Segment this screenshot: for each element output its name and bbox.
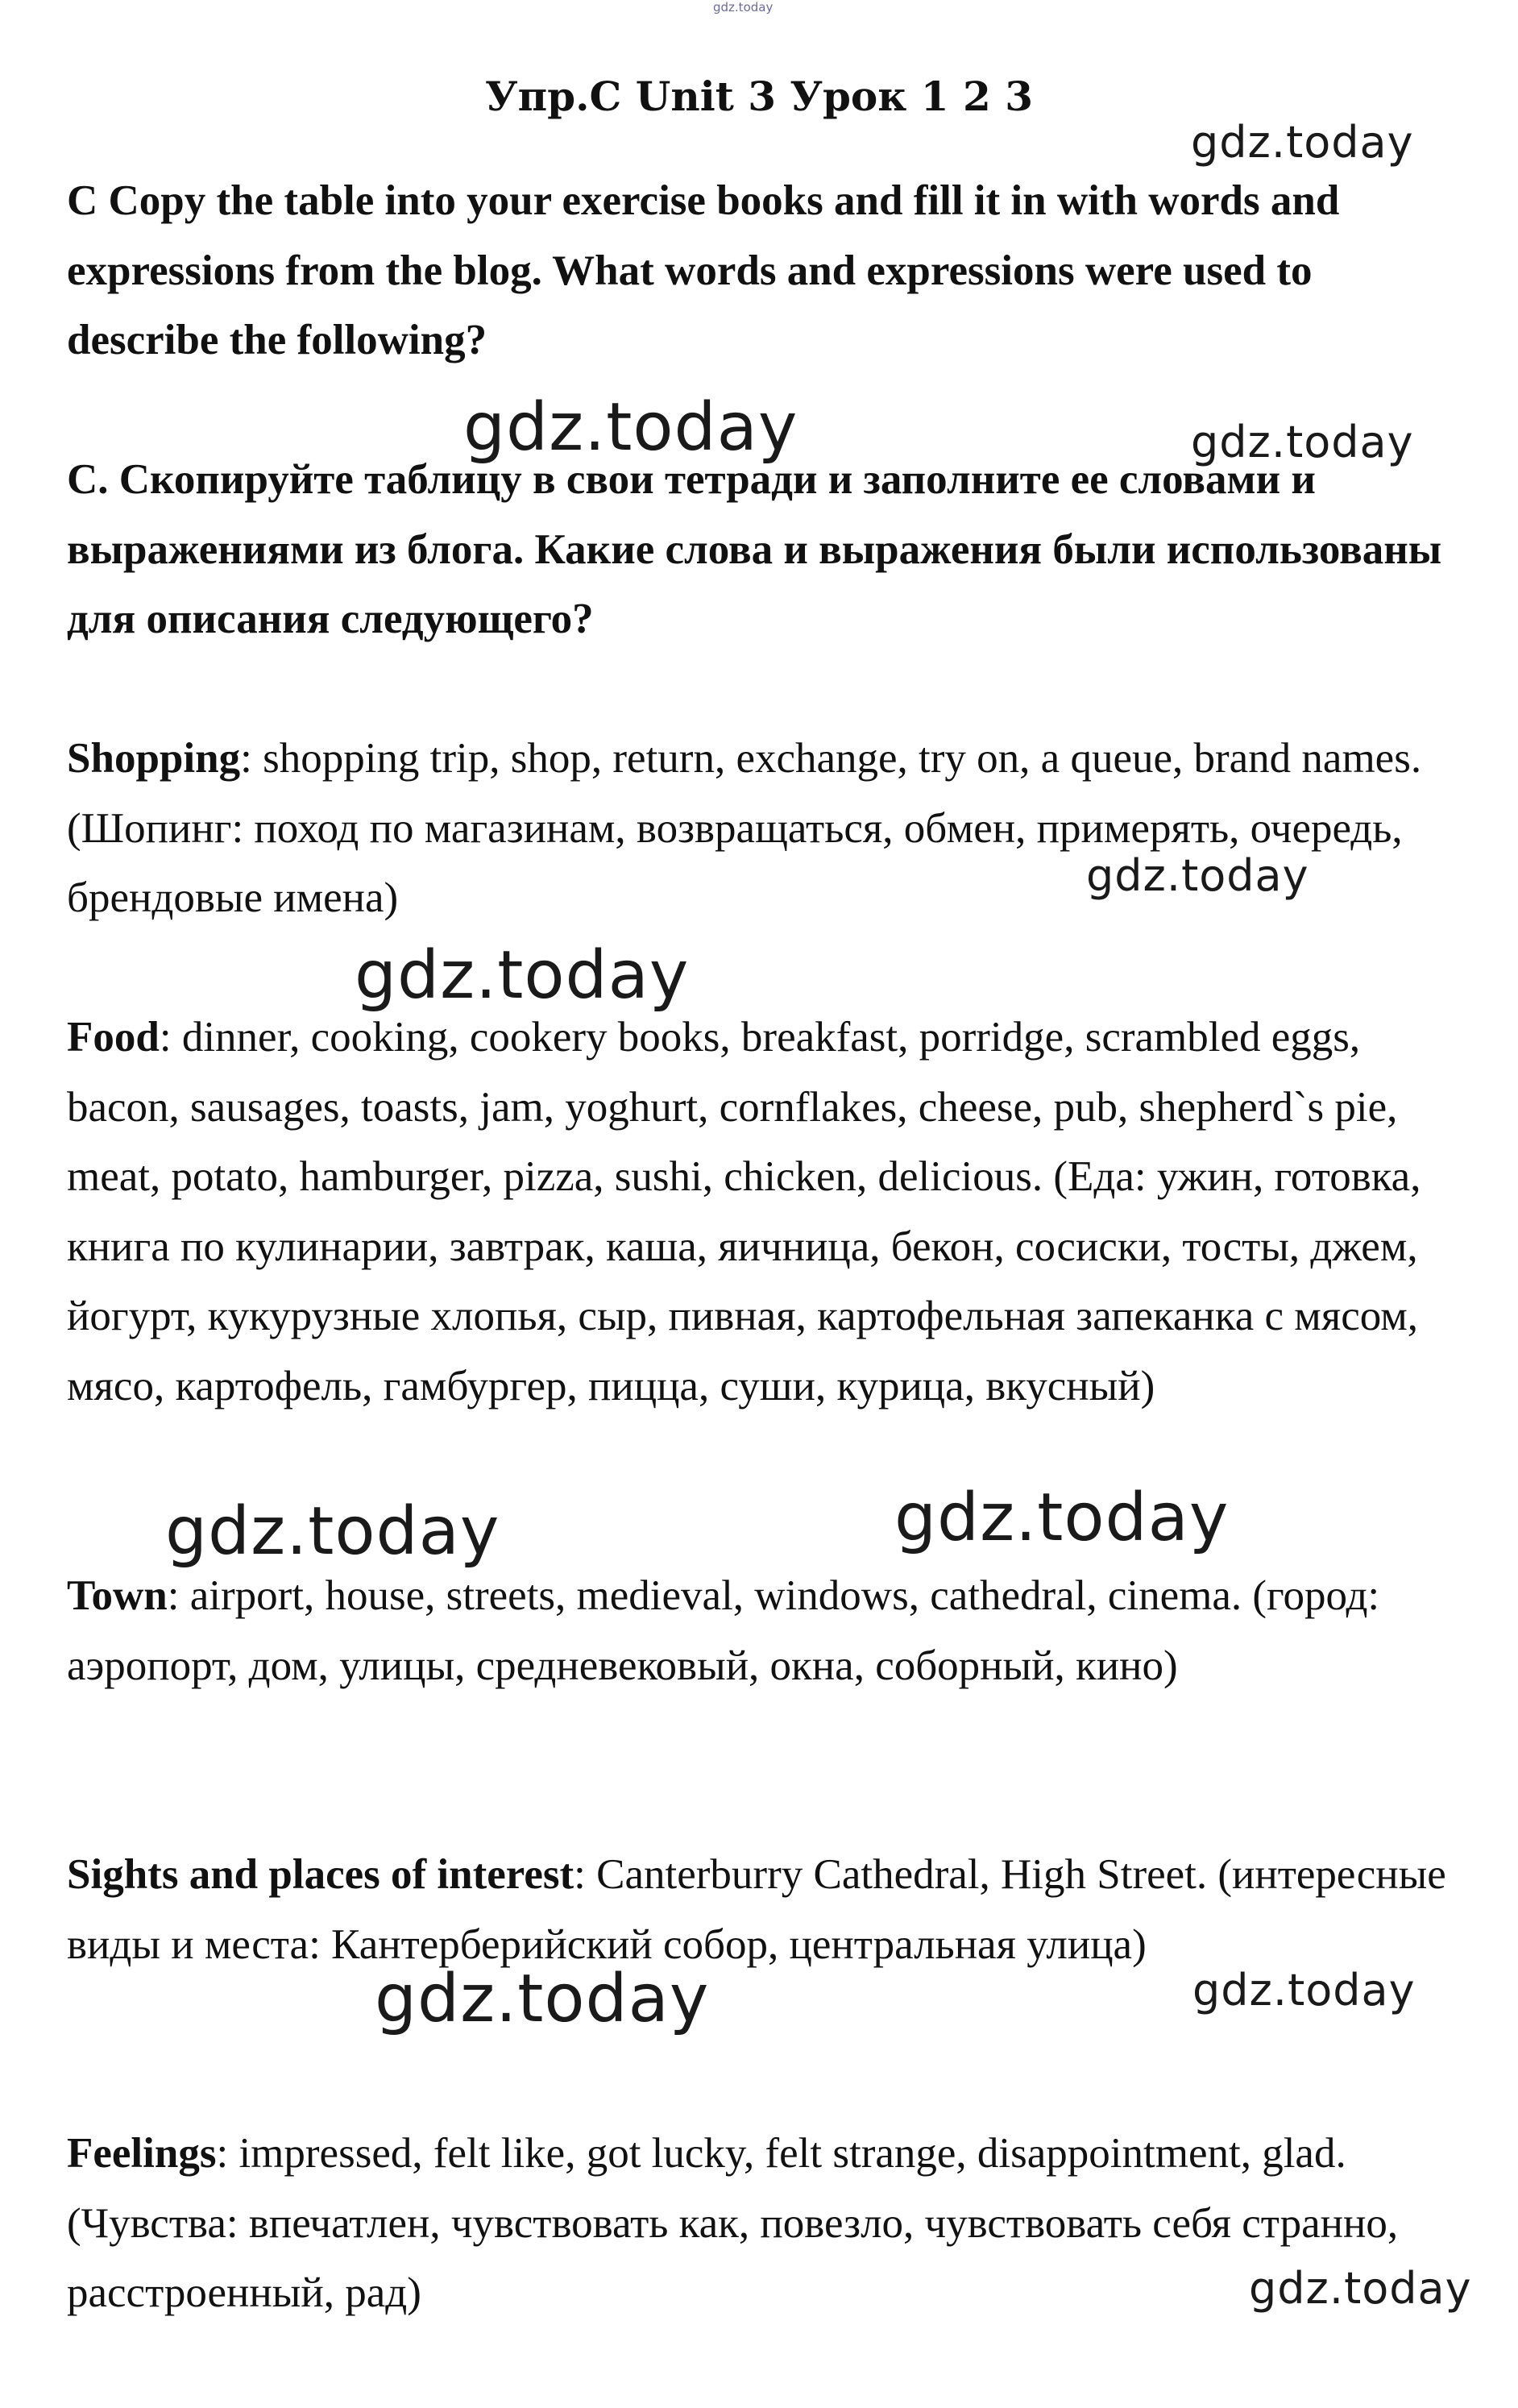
section-food [67, 1003, 1453, 1421]
section-term: Shopping [67, 735, 241, 782]
page-title: Упр.С Unit 3 Урок 1 2 3 [485, 73, 1033, 120]
section-term: Sights and places of interest [67, 1851, 574, 1898]
watermark: gdz.today [165, 1493, 500, 1570]
section-text: : impressed, felt like, got lucky, felt strange, disappointment, glad. (Чувства: впечатлен, чувствовать как, повезло, чувствовать себя странно, расстроенный, рад) [67, 2130, 1399, 2316]
watermark: gdz.today [1086, 850, 1309, 901]
section-text: : dinner, cooking, cookery books, breakfast, porridge, scrambled eggs, bacon, sausages, toasts, jam, yoghurt, cornflakes, cheese, pub, shepherd`s pie, meat, potato, hamburger, pizza, sushi, chicken, delicious. (Еда: ужин, готовка, книга по кулинарии, завтрак, каша, яичница, бекон, сосиски, тосты, джем, йогурт, кукурузные хлопья, сыр, пивная, картофельная запеканка с мясом, мясо, картофель, гамбургер, пицца, суши, курица, вкусный) [67, 1014, 1421, 1410]
section-text: : shopping trip, shop, return, exchange, try on, a queue, brand names. (Шопинг: поход по магазинам, возвращаться, обмен, примерять, очередь, брендовые имена) [67, 735, 1422, 921]
watermark: gdz.today [355, 937, 690, 1014]
watermark: gdz.today [1191, 417, 1414, 467]
task-russian: С. Скопируйте таблицу в свои тетради и заполните ее словами и выражениями из блога. Какие слова и выражения были использованы для описания следующего? [67, 456, 1442, 642]
section-text: : Canterburry Cathedral, High Street. (интересные виды и места: Кантерберийский собор, центральная улица) [67, 1851, 1446, 1968]
watermark: gdz.today [894, 1480, 1230, 1556]
section-feelings [67, 2119, 1453, 2328]
section-term: Feelings [67, 2130, 217, 2177]
section-text: : airport, house, streets, medieval, windows, cathedral, cinema. (город: аэропорт, дом, улицы, средневековый, окна, соборный, кино) [67, 1572, 1380, 1689]
watermark: gdz.today [1249, 2263, 1472, 2314]
section-town [67, 1561, 1453, 1700]
section-shopping [67, 724, 1453, 933]
watermark: gdz.today [463, 389, 798, 466]
task-english: C Copy the table into your exercise books and fill it in with words and expressions from the blog. What words and expressions were used to describe the following? [67, 177, 1340, 363]
watermark-top: gdz.today [713, 0, 774, 15]
section-term: Food [67, 1014, 160, 1061]
watermark: gdz.today [375, 1961, 710, 2037]
section-sights [67, 1840, 1453, 1979]
section-term: Town [67, 1572, 168, 1619]
watermark: gdz.today [1192, 1965, 1416, 2016]
watermark: gdz.today [1191, 117, 1414, 168]
